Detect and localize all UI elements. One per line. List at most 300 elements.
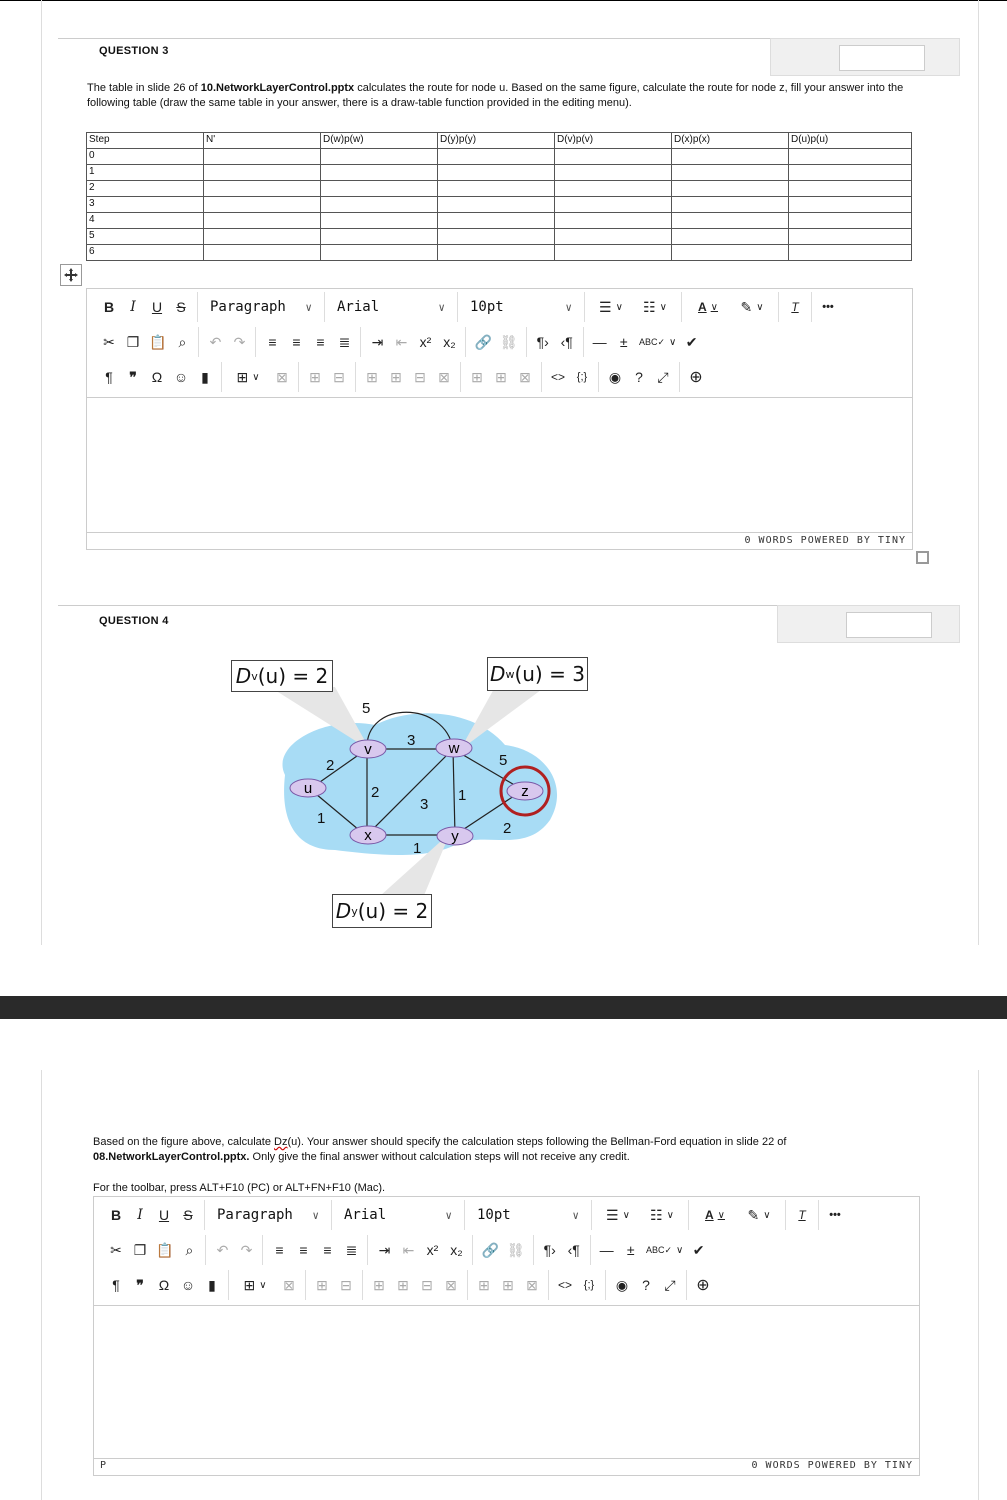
- chevron-down-icon: ∨: [305, 300, 312, 314]
- table-cell[interactable]: [672, 149, 789, 165]
- ltr-icon[interactable]: ¶›: [543, 1242, 556, 1258]
- delete-row-icon[interactable]: ⊟: [414, 368, 426, 385]
- align-center-icon[interactable]: ≡: [292, 334, 301, 350]
- help-icon[interactable]: ?: [642, 1277, 650, 1293]
- table-cell[interactable]: [438, 213, 555, 229]
- subscript-icon[interactable]: x₂: [443, 334, 456, 350]
- font-family-value: Arial: [344, 1207, 387, 1223]
- table-cell-props-icon[interactable]: ⊟: [333, 368, 345, 385]
- insert-row-after-icon[interactable]: ⊞: [390, 368, 402, 385]
- table-cell[interactable]: [672, 245, 789, 261]
- delete-col-icon[interactable]: ⊠: [526, 1276, 538, 1293]
- bookmark-icon[interactable]: ▮: [208, 1276, 216, 1293]
- q4-header: QUESTION 4: [99, 615, 169, 627]
- chevron-down-icon: ∨: [312, 1208, 319, 1222]
- right-rule-bottom: [978, 1070, 979, 1500]
- toolbar-separator: [331, 1200, 332, 1230]
- weight-label: 2: [503, 820, 512, 837]
- undo-icon[interactable]: ↶: [209, 333, 222, 350]
- pilcrow-icon[interactable]: ¶: [112, 1277, 120, 1293]
- table-cell[interactable]: [438, 229, 555, 245]
- table-cell[interactable]: [321, 165, 438, 181]
- toolbar-separator: [686, 1270, 687, 1300]
- add-content-icon[interactable]: ⊕: [689, 369, 703, 386]
- toolbar-separator: [467, 1270, 468, 1300]
- step-cell[interactable]: 1: [87, 165, 204, 181]
- toolbar-separator: [541, 362, 542, 392]
- page-break-band: [0, 996, 1007, 1019]
- paste-icon[interactable]: 📋: [156, 1241, 174, 1258]
- toolbar-row-2: [104, 1234, 711, 1266]
- toolbar-separator: [591, 1200, 592, 1230]
- left-rule-bottom: [41, 1070, 42, 1500]
- blockquote-icon[interactable]: ❞: [129, 368, 137, 385]
- table-cell[interactable]: [789, 213, 912, 229]
- toolbar-separator: [324, 292, 325, 322]
- chevron-down-icon: ∨: [659, 301, 667, 313]
- step-cell[interactable]: 0: [87, 149, 204, 165]
- chevron-down-icon: ∨: [622, 1209, 630, 1221]
- toolbar-separator: [605, 1270, 606, 1300]
- toolbar-separator: [818, 1200, 819, 1230]
- bold-button[interactable]: B: [103, 299, 115, 315]
- clear-formatting-button[interactable]: T: [798, 1208, 806, 1222]
- weight-label: 3: [420, 796, 429, 813]
- toolbar-separator: [590, 1235, 591, 1265]
- source-code-icon[interactable]: <>: [557, 1278, 572, 1292]
- table-row-props-icon[interactable]: ⊞: [316, 1276, 328, 1293]
- delete-table-icon[interactable]: ⊠: [276, 368, 288, 385]
- table-cell[interactable]: [672, 213, 789, 229]
- table-header-cell[interactable]: Step: [87, 133, 204, 149]
- toolbar-separator: [460, 362, 461, 392]
- indent-icon[interactable]: ⇥: [378, 1241, 391, 1258]
- toolbar-separator: [367, 1235, 368, 1265]
- help-icon[interactable]: ?: [635, 369, 643, 385]
- cut-icon[interactable]: ✂: [103, 333, 115, 350]
- toolbar-separator: [198, 327, 199, 357]
- table-cell[interactable]: [204, 229, 321, 245]
- step-cell[interactable]: 6: [87, 245, 204, 261]
- code-sample-icon[interactable]: {;}: [576, 371, 588, 383]
- outdent-icon[interactable]: ⇤: [395, 333, 408, 350]
- table-row-props-icon[interactable]: ⊞: [309, 368, 321, 385]
- table-cell[interactable]: [204, 181, 321, 197]
- table-cell[interactable]: [555, 197, 672, 213]
- q4-editor: [93, 1196, 920, 1476]
- table-cell[interactable]: [672, 197, 789, 213]
- horizontal-line-icon[interactable]: —: [599, 1242, 614, 1258]
- insert-col-after-icon[interactable]: ⊞: [502, 1276, 514, 1293]
- weight-label: 5: [362, 700, 371, 717]
- source-code-icon[interactable]: <>: [550, 370, 565, 384]
- chevron-down-icon: ∨: [669, 336, 677, 348]
- ltr-icon[interactable]: ¶›: [536, 334, 549, 350]
- text-color-button[interactable]: A ∨: [698, 300, 718, 314]
- align-center-icon[interactable]: ≡: [299, 1242, 308, 1258]
- toolbar-separator: [360, 327, 361, 357]
- move-icon: [64, 268, 78, 282]
- table-cell[interactable]: [321, 245, 438, 261]
- code-sample-icon[interactable]: {;}: [583, 1279, 595, 1291]
- align-justify-icon[interactable]: ≣: [338, 333, 351, 350]
- q3-points-field[interactable]: [839, 45, 925, 71]
- align-right-icon[interactable]: ≡: [316, 334, 325, 350]
- insert-col-after-icon[interactable]: ⊞: [495, 368, 507, 385]
- toolbar-separator: [533, 1235, 534, 1265]
- table-icon[interactable]: ⊞ ∨: [236, 368, 260, 385]
- redo-icon[interactable]: ↷: [233, 333, 246, 350]
- toolbar-separator: [464, 1200, 465, 1230]
- toolbar-separator: [526, 327, 527, 357]
- toolbar-separator: [584, 292, 585, 322]
- node-u: [290, 779, 326, 797]
- align-justify-icon[interactable]: ≣: [345, 1241, 358, 1258]
- horizontal-line-icon[interactable]: —: [592, 334, 607, 350]
- rtl-icon[interactable]: ‹¶: [560, 334, 573, 350]
- emoji-icon[interactable]: ☺: [180, 1277, 196, 1293]
- toolbar-separator: [228, 1270, 229, 1300]
- node-label: v: [364, 741, 372, 758]
- toolbar-row-1: [104, 1199, 847, 1231]
- q3-answer-table[interactable]: [86, 132, 912, 261]
- table-header-cell[interactable]: N': [204, 133, 321, 149]
- paste-icon[interactable]: 📋: [149, 333, 167, 350]
- weight-label: 3: [407, 732, 416, 749]
- table-cell[interactable]: [321, 229, 438, 245]
- chevron-down-icon: ∨: [445, 1208, 452, 1222]
- table-move-handle[interactable]: [60, 264, 82, 286]
- bookmark-icon[interactable]: ▮: [201, 368, 209, 385]
- chevron-down-icon: ∨: [676, 1244, 684, 1256]
- italic-button[interactable]: I: [137, 1207, 143, 1223]
- q3-word-count: 0 WORDS POWERED BY TINY: [744, 535, 906, 546]
- superscript-icon[interactable]: x²: [419, 334, 432, 350]
- chevron-down-icon: ∨: [572, 1208, 579, 1222]
- weight-label: 2: [371, 784, 380, 801]
- table-header-cell[interactable]: D(v)p(v): [555, 133, 672, 149]
- toolbar-separator: [583, 327, 584, 357]
- toolbar-row-3: [104, 1269, 715, 1301]
- plus-minus-icon[interactable]: ±: [626, 1242, 635, 1258]
- block-format-select[interactable]: [202, 293, 320, 321]
- chevron-down-icon: ∨: [615, 301, 623, 313]
- delete-table-icon[interactable]: ⊠: [283, 1276, 295, 1293]
- table-cell[interactable]: [321, 197, 438, 213]
- table-cell[interactable]: [321, 181, 438, 197]
- table-cell[interactable]: [555, 165, 672, 181]
- callout-w: [460, 687, 545, 750]
- table-cell[interactable]: [672, 165, 789, 181]
- node-label: x: [364, 827, 372, 844]
- checkmark-icon[interactable]: ✔: [692, 1241, 705, 1258]
- table-row: [87, 181, 912, 197]
- toolbar-separator: [785, 1200, 786, 1230]
- table-cell[interactable]: [789, 165, 912, 181]
- q4-word-count: 0 WORDS POWERED BY TINY: [751, 1460, 913, 1471]
- align-left-icon[interactable]: ≡: [268, 334, 277, 350]
- toolbar-separator: [221, 362, 222, 392]
- q3-points-panel: [770, 38, 960, 76]
- step-cell[interactable]: 4: [87, 213, 204, 229]
- block-format-value: Paragraph: [210, 299, 286, 315]
- toolbar-separator: [465, 327, 466, 357]
- more-button[interactable]: •••: [822, 301, 834, 313]
- table-row: [87, 245, 912, 261]
- link-icon[interactable]: 🔗: [481, 1241, 499, 1258]
- table-cell[interactable]: [438, 149, 555, 165]
- table-header-cell[interactable]: D(u)p(u): [789, 133, 912, 149]
- spellcheck-icon[interactable]: ABC✓ ∨: [645, 1244, 684, 1256]
- q3-editor-body[interactable]: [87, 398, 912, 532]
- table-row: [87, 213, 912, 229]
- toolbar-separator: [255, 327, 256, 357]
- undo-icon[interactable]: ↶: [216, 1241, 229, 1258]
- font-family-select[interactable]: [329, 293, 453, 321]
- node-x: [350, 826, 386, 844]
- more-button[interactable]: •••: [829, 1209, 841, 1221]
- table-cell[interactable]: [204, 149, 321, 165]
- font-size-value: 10pt: [470, 299, 504, 315]
- redo-icon[interactable]: ↷: [240, 1241, 253, 1258]
- find-icon[interactable]: ⌕: [178, 333, 187, 350]
- table-cell[interactable]: [321, 213, 438, 229]
- merge-cells-icon[interactable]: ⊠: [445, 1276, 457, 1293]
- chevron-down-icon: ∨: [259, 1279, 267, 1291]
- delete-row-icon[interactable]: ⊟: [421, 1276, 433, 1293]
- italic-button[interactable]: I: [130, 299, 136, 315]
- node-z: [507, 782, 543, 800]
- add-content-icon[interactable]: ⊕: [696, 1277, 710, 1294]
- numbered-list-button[interactable]: ☷ ∨: [650, 1206, 674, 1223]
- toolbar-separator: [355, 362, 356, 392]
- pilcrow-icon[interactable]: ¶: [105, 369, 113, 385]
- table-row: [87, 165, 912, 181]
- q4-editor-body[interactable]: [94, 1306, 919, 1458]
- step-cell[interactable]: 3: [87, 197, 204, 213]
- clear-formatting-button[interactable]: T: [791, 300, 799, 314]
- unlink-icon[interactable]: ⛓: [499, 333, 518, 350]
- table-cell[interactable]: [321, 149, 438, 165]
- numbered-list-button[interactable]: ☷ ∨: [643, 298, 667, 315]
- link-icon[interactable]: 🔗: [474, 333, 492, 350]
- toolbar-separator: [472, 1235, 473, 1265]
- node-label: z: [521, 783, 529, 800]
- rtl-icon[interactable]: ‹¶: [567, 1242, 580, 1258]
- weight-label: 5: [499, 752, 508, 769]
- preview-icon[interactable]: ◉: [615, 1276, 629, 1293]
- table-row: [87, 197, 912, 213]
- toolbar-separator: [262, 1235, 263, 1265]
- chevron-down-icon: ∨: [717, 1209, 725, 1221]
- chevron-down-icon: ∨: [252, 371, 260, 383]
- table-cell[interactable]: [555, 245, 672, 261]
- bullet-list-button[interactable]: ☰ ∨: [599, 298, 623, 315]
- toolbar-separator: [548, 1270, 549, 1300]
- delete-col-icon[interactable]: ⊠: [519, 368, 531, 385]
- merge-cells-icon[interactable]: ⊠: [438, 368, 450, 385]
- weight-label: 2: [326, 757, 335, 774]
- network-figure: [225, 655, 595, 930]
- bullet-list-button[interactable]: ☰ ∨: [606, 1206, 630, 1223]
- table-header-cell[interactable]: D(w)p(w): [321, 133, 438, 149]
- subscript-icon[interactable]: x₂: [450, 1242, 463, 1258]
- table-cell[interactable]: [438, 245, 555, 261]
- toolbar-separator: [305, 1270, 306, 1300]
- insert-row-before-icon[interactable]: ⊞: [366, 368, 378, 385]
- toolbar-row-1: [97, 291, 840, 323]
- cut-icon[interactable]: ✂: [110, 1241, 122, 1258]
- node-v: [350, 740, 386, 758]
- q3-editor: [86, 288, 913, 550]
- copy-icon[interactable]: ❐: [126, 333, 140, 350]
- text-color-button[interactable]: A ∨: [705, 1208, 725, 1222]
- insert-col-before-icon[interactable]: ⊞: [478, 1276, 490, 1293]
- chevron-down-icon: ∨: [756, 301, 764, 313]
- outdent-icon[interactable]: ⇤: [402, 1241, 415, 1258]
- label-dw: D w (u) = 3: [487, 657, 588, 691]
- chevron-down-icon: ∨: [565, 300, 572, 314]
- dz-term: Dz: [274, 1136, 288, 1148]
- table-cell[interactable]: [438, 197, 555, 213]
- toolbar-separator: [811, 292, 812, 322]
- align-right-icon[interactable]: ≡: [323, 1242, 332, 1258]
- table-cell[interactable]: [204, 197, 321, 213]
- superscript-icon[interactable]: x²: [426, 1242, 439, 1258]
- table-cell[interactable]: [789, 229, 912, 245]
- label-dy: D y (u) = 2: [332, 894, 432, 928]
- left-rule-top: [41, 0, 42, 945]
- node-w: [436, 739, 472, 757]
- copy-icon[interactable]: ❐: [133, 1241, 147, 1258]
- table-cell[interactable]: [555, 149, 672, 165]
- q4-prompt: Based on the figure above, calculate Dz(u). Your answer should specify the calculation steps following the Bellman-Ford equation in slide 22 of 08.NetworkLayerControl.pptx. Only give the final answer without calculation steps will not receive any credit.: [93, 1136, 787, 1163]
- underline-button[interactable]: U: [158, 1207, 170, 1223]
- table-cell[interactable]: [555, 213, 672, 229]
- table-cell[interactable]: [438, 165, 555, 181]
- step-cell[interactable]: 5: [87, 229, 204, 245]
- weight-label: 1: [458, 787, 467, 804]
- toolbar-separator: [679, 362, 680, 392]
- chevron-down-icon: ∨: [763, 1209, 771, 1221]
- table-row: [87, 229, 912, 245]
- table-cell[interactable]: [204, 245, 321, 261]
- table-cell[interactable]: [789, 181, 912, 197]
- table-cell-props-icon[interactable]: ⊟: [340, 1276, 352, 1293]
- spellcheck-icon[interactable]: ABC✓ ∨: [638, 336, 677, 348]
- resize-handle[interactable]: [916, 551, 929, 564]
- table-cell[interactable]: [789, 245, 912, 261]
- insert-row-before-icon[interactable]: ⊞: [373, 1276, 385, 1293]
- unlink-icon[interactable]: ⛓: [506, 1241, 525, 1258]
- font-family-value: Arial: [337, 299, 380, 315]
- top-border: [0, 0, 1007, 1]
- highlight-color-button[interactable]: ✎ ∨: [740, 298, 764, 315]
- strikethrough-button[interactable]: S: [176, 299, 186, 315]
- node-label: u: [303, 780, 313, 797]
- insert-col-before-icon[interactable]: ⊞: [471, 368, 483, 385]
- toolbar-separator: [197, 292, 198, 322]
- table-cell[interactable]: [555, 181, 672, 197]
- table-row: [87, 149, 912, 165]
- q3-header: QUESTION 3: [99, 45, 169, 57]
- checkmark-icon[interactable]: ✔: [685, 333, 698, 350]
- strikethrough-button[interactable]: S: [183, 1207, 193, 1223]
- step-cell[interactable]: 2: [87, 181, 204, 197]
- toolbar-separator: [205, 1235, 206, 1265]
- table-header-row: [87, 133, 912, 149]
- node-label: y: [451, 828, 459, 845]
- table-cell[interactable]: [555, 229, 672, 245]
- table-icon[interactable]: ⊞ ∨: [243, 1276, 267, 1293]
- toolbar-row-2: [97, 326, 704, 358]
- toolbar-separator: [362, 1270, 363, 1300]
- table-header-cell[interactable]: D(y)p(y): [438, 133, 555, 149]
- q4-points-panel: [777, 605, 960, 643]
- toolbar-separator: [688, 1200, 689, 1230]
- indent-icon[interactable]: ⇥: [371, 333, 384, 350]
- font-family-select[interactable]: [336, 1201, 460, 1229]
- q3-filename: 10.NetworkLayerControl.pptx: [200, 82, 355, 94]
- block-format-value: Paragraph: [217, 1207, 293, 1223]
- emoji-icon[interactable]: ☺: [173, 369, 189, 385]
- font-size-select[interactable]: [462, 293, 580, 321]
- table-cell[interactable]: [204, 165, 321, 181]
- table-cell[interactable]: [789, 197, 912, 213]
- insert-row-after-icon[interactable]: ⊞: [397, 1276, 409, 1293]
- fullscreen-icon[interactable]: ⤢: [664, 1276, 676, 1293]
- font-size-select[interactable]: [469, 1201, 587, 1229]
- toolbar-hint: For the toolbar, press ALT+F10 (PC) or ALT+FN+F10 (Mac).: [93, 1182, 386, 1194]
- q3-prompt: The table in slide 26 of 10.NetworkLayerControl.pptx calculates the route for node u. Based on the same figure, calculate the route for node z, fill your answer into the following table (draw the same table in your answer, there is a draw-table function provided in the editing menu).: [87, 82, 904, 109]
- element-path[interactable]: P: [100, 1460, 108, 1471]
- table-cell[interactable]: [672, 229, 789, 245]
- chevron-down-icon: ∨: [666, 1209, 674, 1221]
- toolbar-separator: [457, 292, 458, 322]
- chevron-down-icon: ∨: [438, 300, 445, 314]
- bold-button[interactable]: B: [110, 1207, 122, 1223]
- underline-button[interactable]: U: [151, 299, 163, 315]
- font-size-value: 10pt: [477, 1207, 511, 1223]
- statusbar-rule: [94, 1458, 919, 1459]
- preview-icon[interactable]: ◉: [608, 368, 622, 385]
- table-header-cell[interactable]: D(x)p(x): [672, 133, 789, 149]
- label-dv: D v (u) = 2: [231, 660, 333, 692]
- q4-points-field[interactable]: [846, 612, 932, 638]
- toolbar-separator: [778, 292, 779, 322]
- toolbar-separator: [598, 362, 599, 392]
- block-format-select[interactable]: [209, 1201, 327, 1229]
- weight-label: 1: [413, 840, 422, 857]
- highlight-color-button[interactable]: ✎ ∨: [747, 1206, 771, 1223]
- special-character-icon[interactable]: Ω: [158, 1277, 170, 1293]
- fullscreen-icon[interactable]: ⤢: [657, 368, 669, 385]
- align-left-icon[interactable]: ≡: [275, 1242, 284, 1258]
- toolbar-row-3: [97, 361, 708, 393]
- q4-filename: 08.NetworkLayerControl.pptx.: [93, 1151, 250, 1163]
- plus-minus-icon[interactable]: ±: [619, 334, 628, 350]
- table-cell[interactable]: [672, 181, 789, 197]
- table-cell[interactable]: [438, 181, 555, 197]
- table-cell[interactable]: [789, 149, 912, 165]
- statusbar-rule: [87, 532, 912, 533]
- table-cell[interactable]: [204, 213, 321, 229]
- node-y: [437, 827, 473, 845]
- right-rule-top: [978, 0, 979, 945]
- special-character-icon[interactable]: Ω: [151, 369, 163, 385]
- blockquote-icon[interactable]: ❞: [136, 1276, 144, 1293]
- find-icon[interactable]: ⌕: [185, 1241, 194, 1258]
